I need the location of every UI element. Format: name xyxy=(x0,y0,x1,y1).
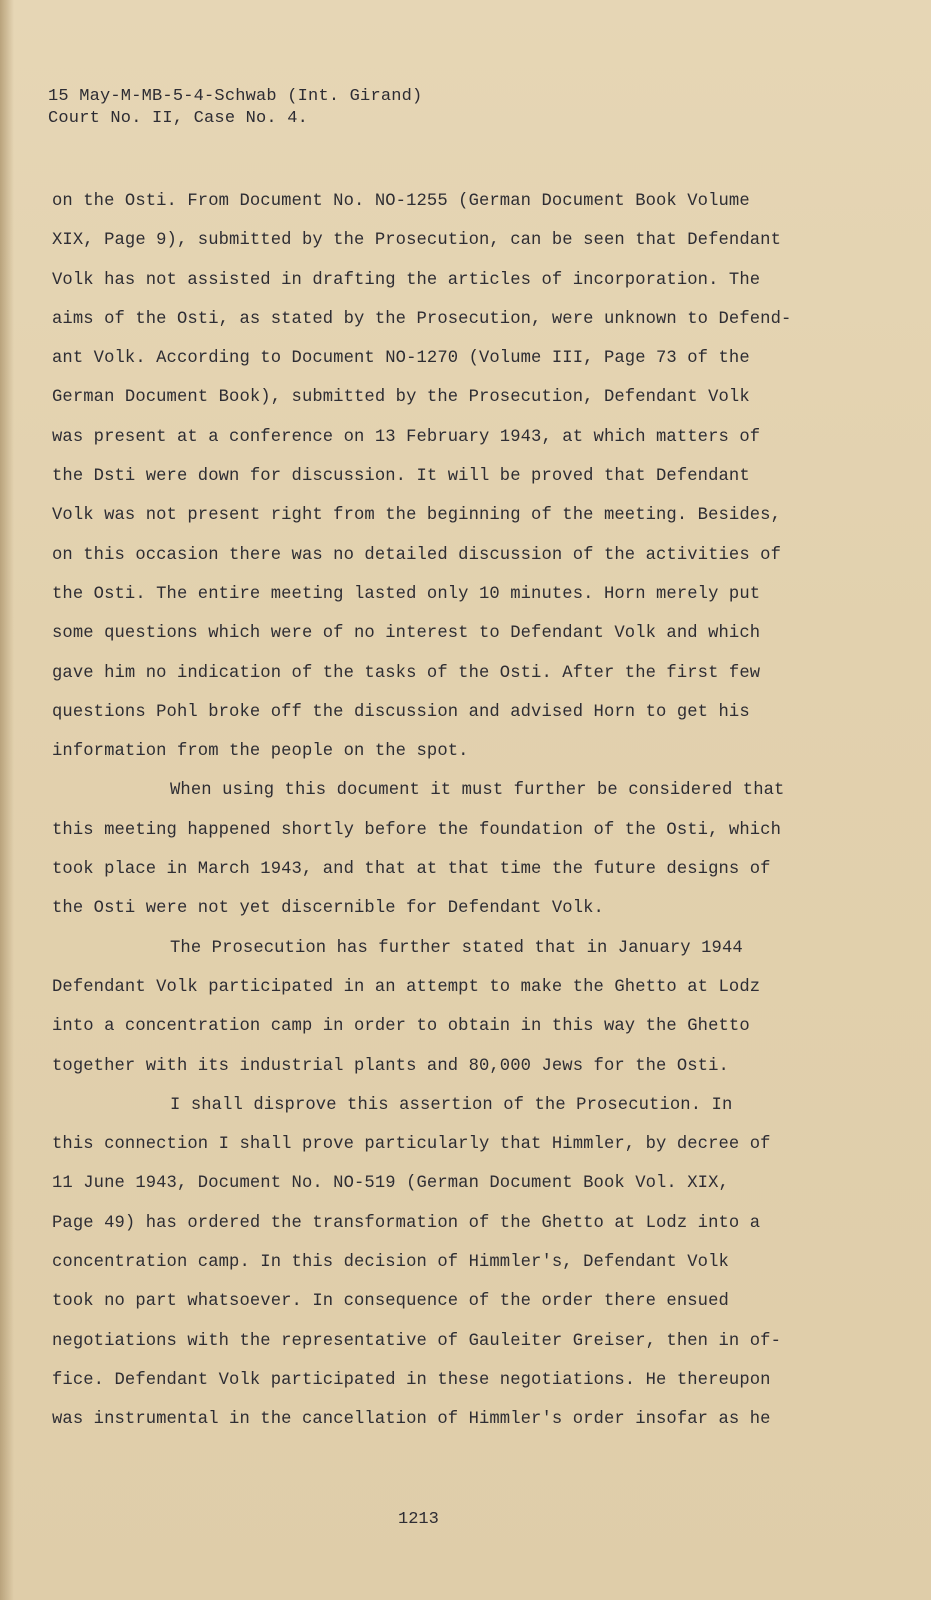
text-line: was instrumental in the cancellation of Himmler's order insofar as he xyxy=(52,1410,771,1430)
text-line: on the Osti. From Document No. NO-1255 (German Document Book Volume xyxy=(52,192,750,211)
text-line: took place in March 1943, and that at that time the future designs of xyxy=(52,860,771,880)
text-line: this meeting happened shortly before the foundation of the Osti, which xyxy=(52,820,781,840)
text-line: together with its industrial plants and 80,000 Jews for the Osti. xyxy=(52,1056,729,1076)
text-line: XIX, Page 9), submitted by the Prosecution, can be seen that Defendant xyxy=(52,231,781,251)
document-header xyxy=(48,86,422,130)
text-line: German Document Book), submitted by the Prosecution, Defendant Volk xyxy=(52,388,750,408)
text-line: into a concentration camp in order to obtain in this way the Ghetto xyxy=(52,1017,750,1037)
header-line-1: 15 May-M-MB-5-4-Schwab (Int. Girand) xyxy=(48,87,423,106)
text-line: some questions which were of no interest to Defendant Volk and which xyxy=(52,624,761,644)
text-line: questions Pohl broke off the discussion and advised Horn to get his xyxy=(52,702,750,722)
text-line: this connection I shall prove particularly that Himmler, by decree of xyxy=(52,1135,771,1155)
text-line: I shall disprove this assertion of the Prosecution. In xyxy=(170,1095,733,1115)
text-line: took no part whatsoever. In consequence of the order there ensued xyxy=(52,1292,729,1312)
text-line: Volk was not present right from the beginning of the meeting. Besides, xyxy=(52,506,781,526)
text-line: on this occasion there was no detailed discussion of the activities of xyxy=(52,545,781,565)
document-body xyxy=(52,182,852,1440)
text-line: negotiations with the representative of Gauleiter Greiser, then in of- xyxy=(52,1331,781,1351)
text-line: was present at a conference on 13 February 1943, at which matters of xyxy=(52,427,761,447)
text-line: When using this document it must further be considered that xyxy=(170,781,785,801)
text-line: Volk has not assisted in drafting the articles of incorporation. The xyxy=(52,270,761,290)
text-line: Defendant Volk participated in an attempt to make the Ghetto at Lodz xyxy=(52,977,761,997)
text-line: The Prosecution has further stated that in January 1944 xyxy=(170,938,743,958)
page-edge-shadow xyxy=(0,0,14,1600)
header-line-2: Court No. II, Case No. 4. xyxy=(48,109,309,128)
text-line: the Osti. The entire meeting lasted only 10 minutes. Horn merely put xyxy=(52,584,761,604)
text-line: aims of the Osti, as stated by the Prosecution, were unknown to Defend- xyxy=(52,309,792,329)
text-line: the Dsti were down for discussion. It will be proved that Defendant xyxy=(52,467,750,487)
text-line: 11 June 1943, Document No. NO-519 (German Document Book Vol. XIX, xyxy=(52,1174,729,1194)
text-line: information from the people on the spot. xyxy=(52,742,469,762)
text-line: Page 49) has ordered the transformation of the Ghetto at Lodz into a xyxy=(52,1213,761,1233)
text-line: the Osti were not yet discernible for Defendant Volk. xyxy=(52,899,604,919)
text-line: fice. Defendant Volk participated in these negotiations. He thereupon xyxy=(52,1370,771,1390)
text-line: concentration camp. In this decision of Himmler's, Defendant Volk xyxy=(52,1253,729,1273)
text-line: ant Volk. According to Document NO-1270 (Volume III, Page 73 of the xyxy=(52,349,750,369)
page-number: 1213 xyxy=(398,1510,439,1529)
text-line: gave him no indication of the tasks of the Osti. After the first few xyxy=(52,663,761,683)
